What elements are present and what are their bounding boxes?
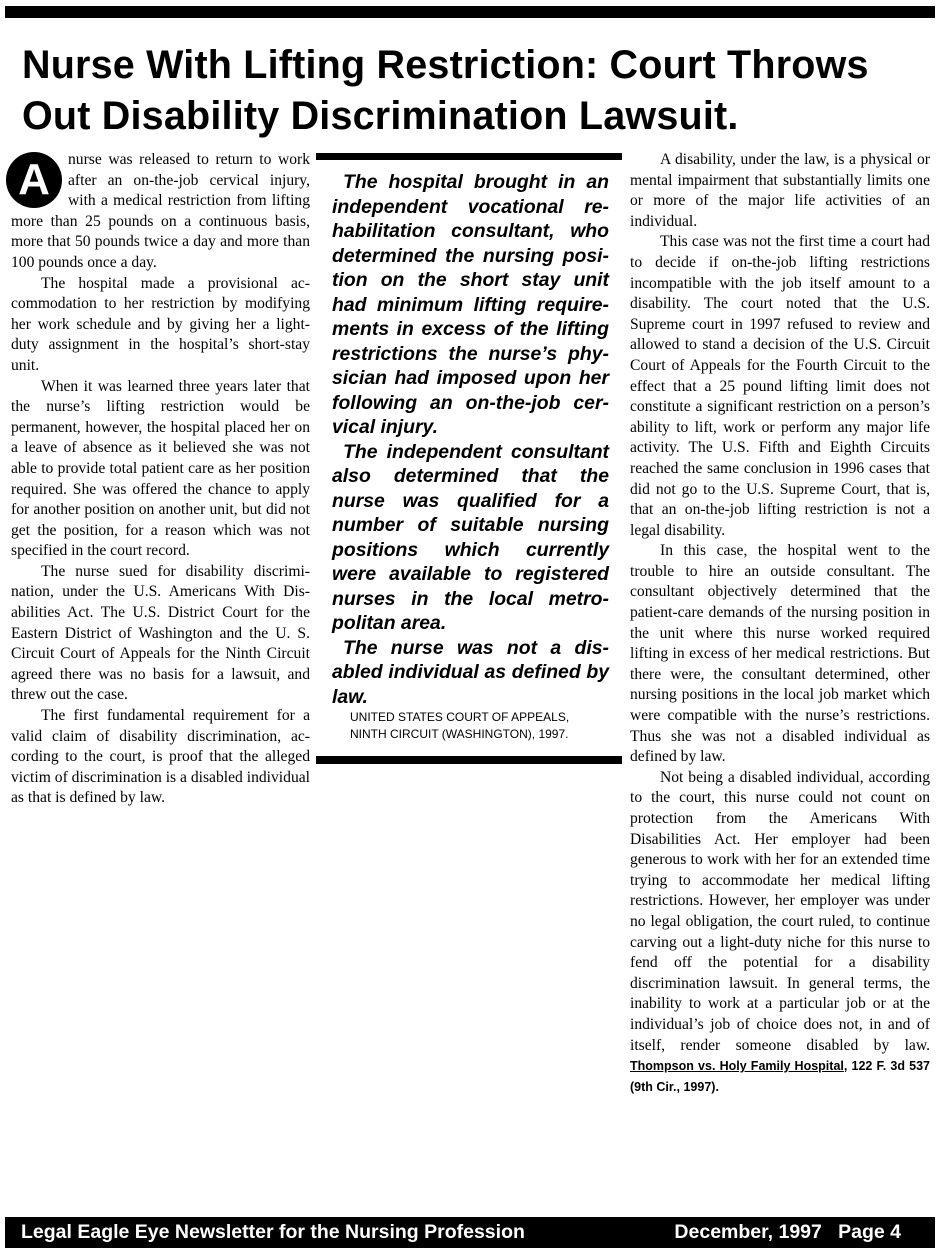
pull-quote-bottom-rule bbox=[316, 756, 622, 764]
article-headline: Nurse With Lifting Restriction: Court Throws Out Disability Discrimination Lawsuit. bbox=[22, 43, 869, 138]
pull-quote-paragraph: The independent consultant also determined that the nurse was qualified for a number of suitable nursing positions which currently were available to registered nurses in the local metropolitan area. bbox=[332, 440, 609, 634]
pull-quote-paragraph: The nurse was not a disabled individual as defined by law. bbox=[332, 636, 609, 708]
body-paragraph: In this case, the hospital went to the trouble to hire an outside consultant. The consultant objectively determined that the patient-care demands of the nursing position in the unit where this nurse worked required lifting in excess of her medical restrictions. But there were, the consultant determined, other nursing positions in the local job market which were compatible with the nurse’s restrictions. Thus she was not a disabled individual as defined by law. bbox=[630, 542, 930, 766]
body-paragraph: A disability, under the law, is a physical or mental impairment that substantially limits one or more of the major life activities of an individual. bbox=[630, 151, 930, 230]
pull-quote-citation bbox=[350, 709, 620, 743]
footer-bar bbox=[5, 1217, 935, 1248]
case-name: Thompson vs. Holy Family Hospital bbox=[630, 1059, 844, 1074]
citation-line: NINTH CIRCUIT (WASHINGTON), 1997. bbox=[350, 727, 569, 741]
case-citation bbox=[630, 1059, 930, 1094]
lead-paragraph bbox=[11, 150, 310, 274]
drop-cap: A bbox=[6, 152, 62, 208]
right-column bbox=[630, 150, 930, 1097]
final-paragraph-text: Not being a disabled individual, according to the court, this nurse could not count on protection from the Americans With Disabilities Act. Her employer had been generous to work with her for an extended time trying to accommodate her medical lifting restrictions. However, her employer was under no legal obligation, the court ruled, to continue carving out a light-duty niche for this nurse to fend off the potential for a disability discrimination lawsuit. In general terms, the inability to work at a particular job or at the individual’s job of choice does not, in and of itself, render someone disabled by law. bbox=[630, 768, 930, 1054]
pull-quote-paragraph: The hospital brought in an independent vocational rehabilitation consultant, who determined the nursing position on the short stay unit had minimum lifting requirements in excess of the lifting restrictions the nurse’s physician had imposed upon her following an on-the-job cervical injury. bbox=[332, 171, 609, 438]
left-column bbox=[11, 150, 310, 809]
case-reference: , 122 F. 3d 537 (9th Cir., 1997). bbox=[630, 1059, 930, 1094]
body-paragraph: The hospital made a provisional accommodation to her restriction by modifying her work schedule and by giving her a light-duty assignment in the hospital’s short-stay unit. bbox=[11, 274, 310, 374]
body-paragraph: This case was not the first time a court had to decide if on-the-job lifting restrictions incompatible with the job itself amount to a disability. The court noted that the U.S. Supreme court in 1997 refused to review and allowed to stand a decision of the U.S. Circuit Court of Appeals for the Fourth Circuit to the effect that a 25 pound lifting limit does not constitute a significant restriction on a person’s ability to lift, work or perform any major life activity. The U.S. Fifth and Eighth Circuits reached the same conclusion in 1996 cases that did not go to the U.S. Supreme Court, that is, that an on-the-job lifting restriction is not a legal disability. bbox=[630, 233, 930, 539]
final-paragraph bbox=[630, 768, 930, 1098]
citation-line: UNITED STATES COURT OF APPEALS, bbox=[350, 710, 570, 724]
newsletter-name: Legal Eagle Eye Newsletter for the Nursing Profession bbox=[21, 1221, 525, 1243]
date-and-page: December, 1997 Page 4 bbox=[674, 1221, 901, 1243]
lead-paragraph-text: nurse was released to return to work after an on-the-job cervical injury, with a medical restriction from lifting more than 25 pounds on a continuous basis, more that 50 pounds twice a day and more than 100 pounds once a day. bbox=[11, 151, 310, 271]
pull-quote-text bbox=[332, 170, 609, 709]
pull-quote-box bbox=[316, 153, 622, 765]
top-rule bbox=[5, 6, 935, 18]
body-paragraph: When it was learned three years later that the nurse’s lifting restriction would be permanent, however, the hospital placed her on a leave of absence as it believed she was not able to provide total patient care as her position required. She was offered the chance to apply for another position on another unit, but did not get the position, for a reason which was not specified in the court record. bbox=[11, 377, 310, 560]
body-paragraph: The nurse sued for disability discrimination, under the U.S. Americans With Disabilities Act. The U.S. District Court for the Eastern District of Washington and the U. S. Circuit Court of Appeals for the Ninth Circuit agreed there was no basis for a lawsuit, and threw out the case. bbox=[11, 562, 310, 704]
body-paragraph: The first fundamental requirement for a valid claim of disability discrimination, according to the court, is proof that the alleged victim of discrimination is a disabled individual as that is defined by law. bbox=[11, 707, 310, 807]
pull-quote-top-rule bbox=[316, 153, 622, 160]
